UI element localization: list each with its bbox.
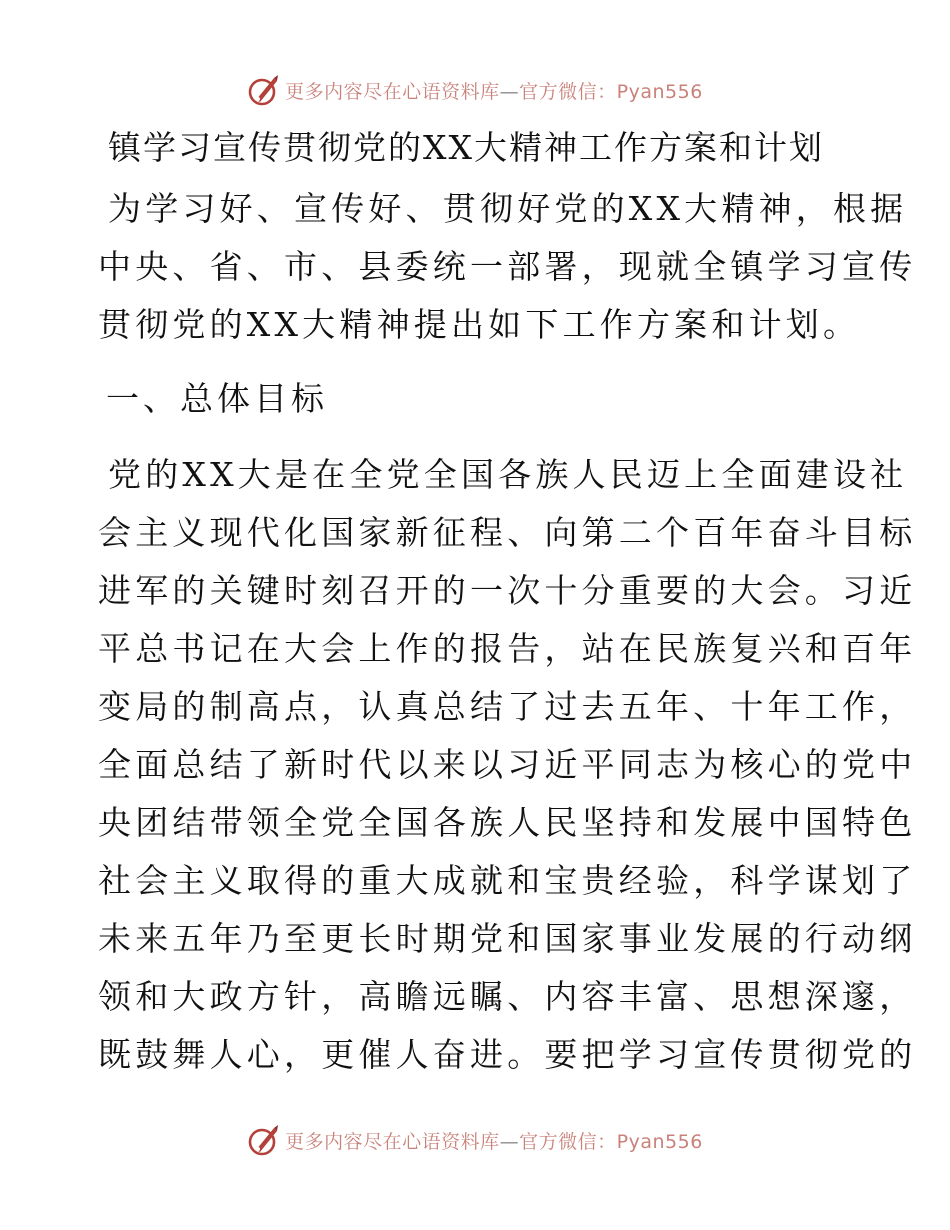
footer-watermark <box>0 1120 950 1160</box>
document-title: 镇学习宣传贯彻党的XX大精神工作方案和计划 <box>108 128 824 167</box>
body-line: 党的XX大是在全党全国各族人民迈上全面建设社 <box>108 455 908 494</box>
body-line: 变局的制高点，认真总结了过去五年、十年工作， <box>98 687 917 726</box>
body-line: 央团结带领全党全国各族人民坚持和发展中国特色 <box>98 803 917 842</box>
body-line: 既鼓舞人心，更催人奋进。要把学习宣传贯彻党的 <box>98 1035 917 1074</box>
intro-line: 贯彻党的XX大精神提出如下工作方案和计划。 <box>98 305 861 344</box>
intro-line: 为学习好、宣传好、贯彻好党的XX大精神，根据 <box>108 189 908 228</box>
quill-pen-icon <box>247 73 281 107</box>
body-line: 未来五年乃至更长时期党和国家事业发展的行动纲 <box>98 919 917 958</box>
header-watermark <box>0 70 950 110</box>
body-line: 平总书记在大会上作的报告，站在民族复兴和百年 <box>98 629 917 668</box>
watermark-text: 更多内容尽在心语资料库—官方微信：Pyan556 <box>285 80 703 103</box>
body-line: 社会主义取得的重大成就和宝贵经验，科学谋划了 <box>98 861 917 900</box>
document-body <box>98 120 917 1084</box>
intro-paragraph <box>98 180 917 354</box>
quill-pen-icon <box>247 1123 281 1157</box>
body-line: 会主义现代化国家新征程、向第二个百年奋斗目标 <box>98 513 917 552</box>
body-line: 进军的关键时刻召开的一次十分重要的大会。习近 <box>98 571 917 610</box>
section-heading: 一、总体目标 <box>106 379 328 418</box>
body-line: 领和大政方针，高瞻远瞩、内容丰富、思想深邃， <box>98 977 917 1016</box>
body-paragraph <box>98 446 917 1084</box>
body-line: 全面总结了新时代以来以习近平同志为核心的党中 <box>98 745 917 784</box>
watermark-text: 更多内容尽在心语资料库—官方微信：Pyan556 <box>285 1130 703 1153</box>
intro-line: 中央、省、市、县委统一部署，现就全镇学习宣传 <box>98 247 917 286</box>
